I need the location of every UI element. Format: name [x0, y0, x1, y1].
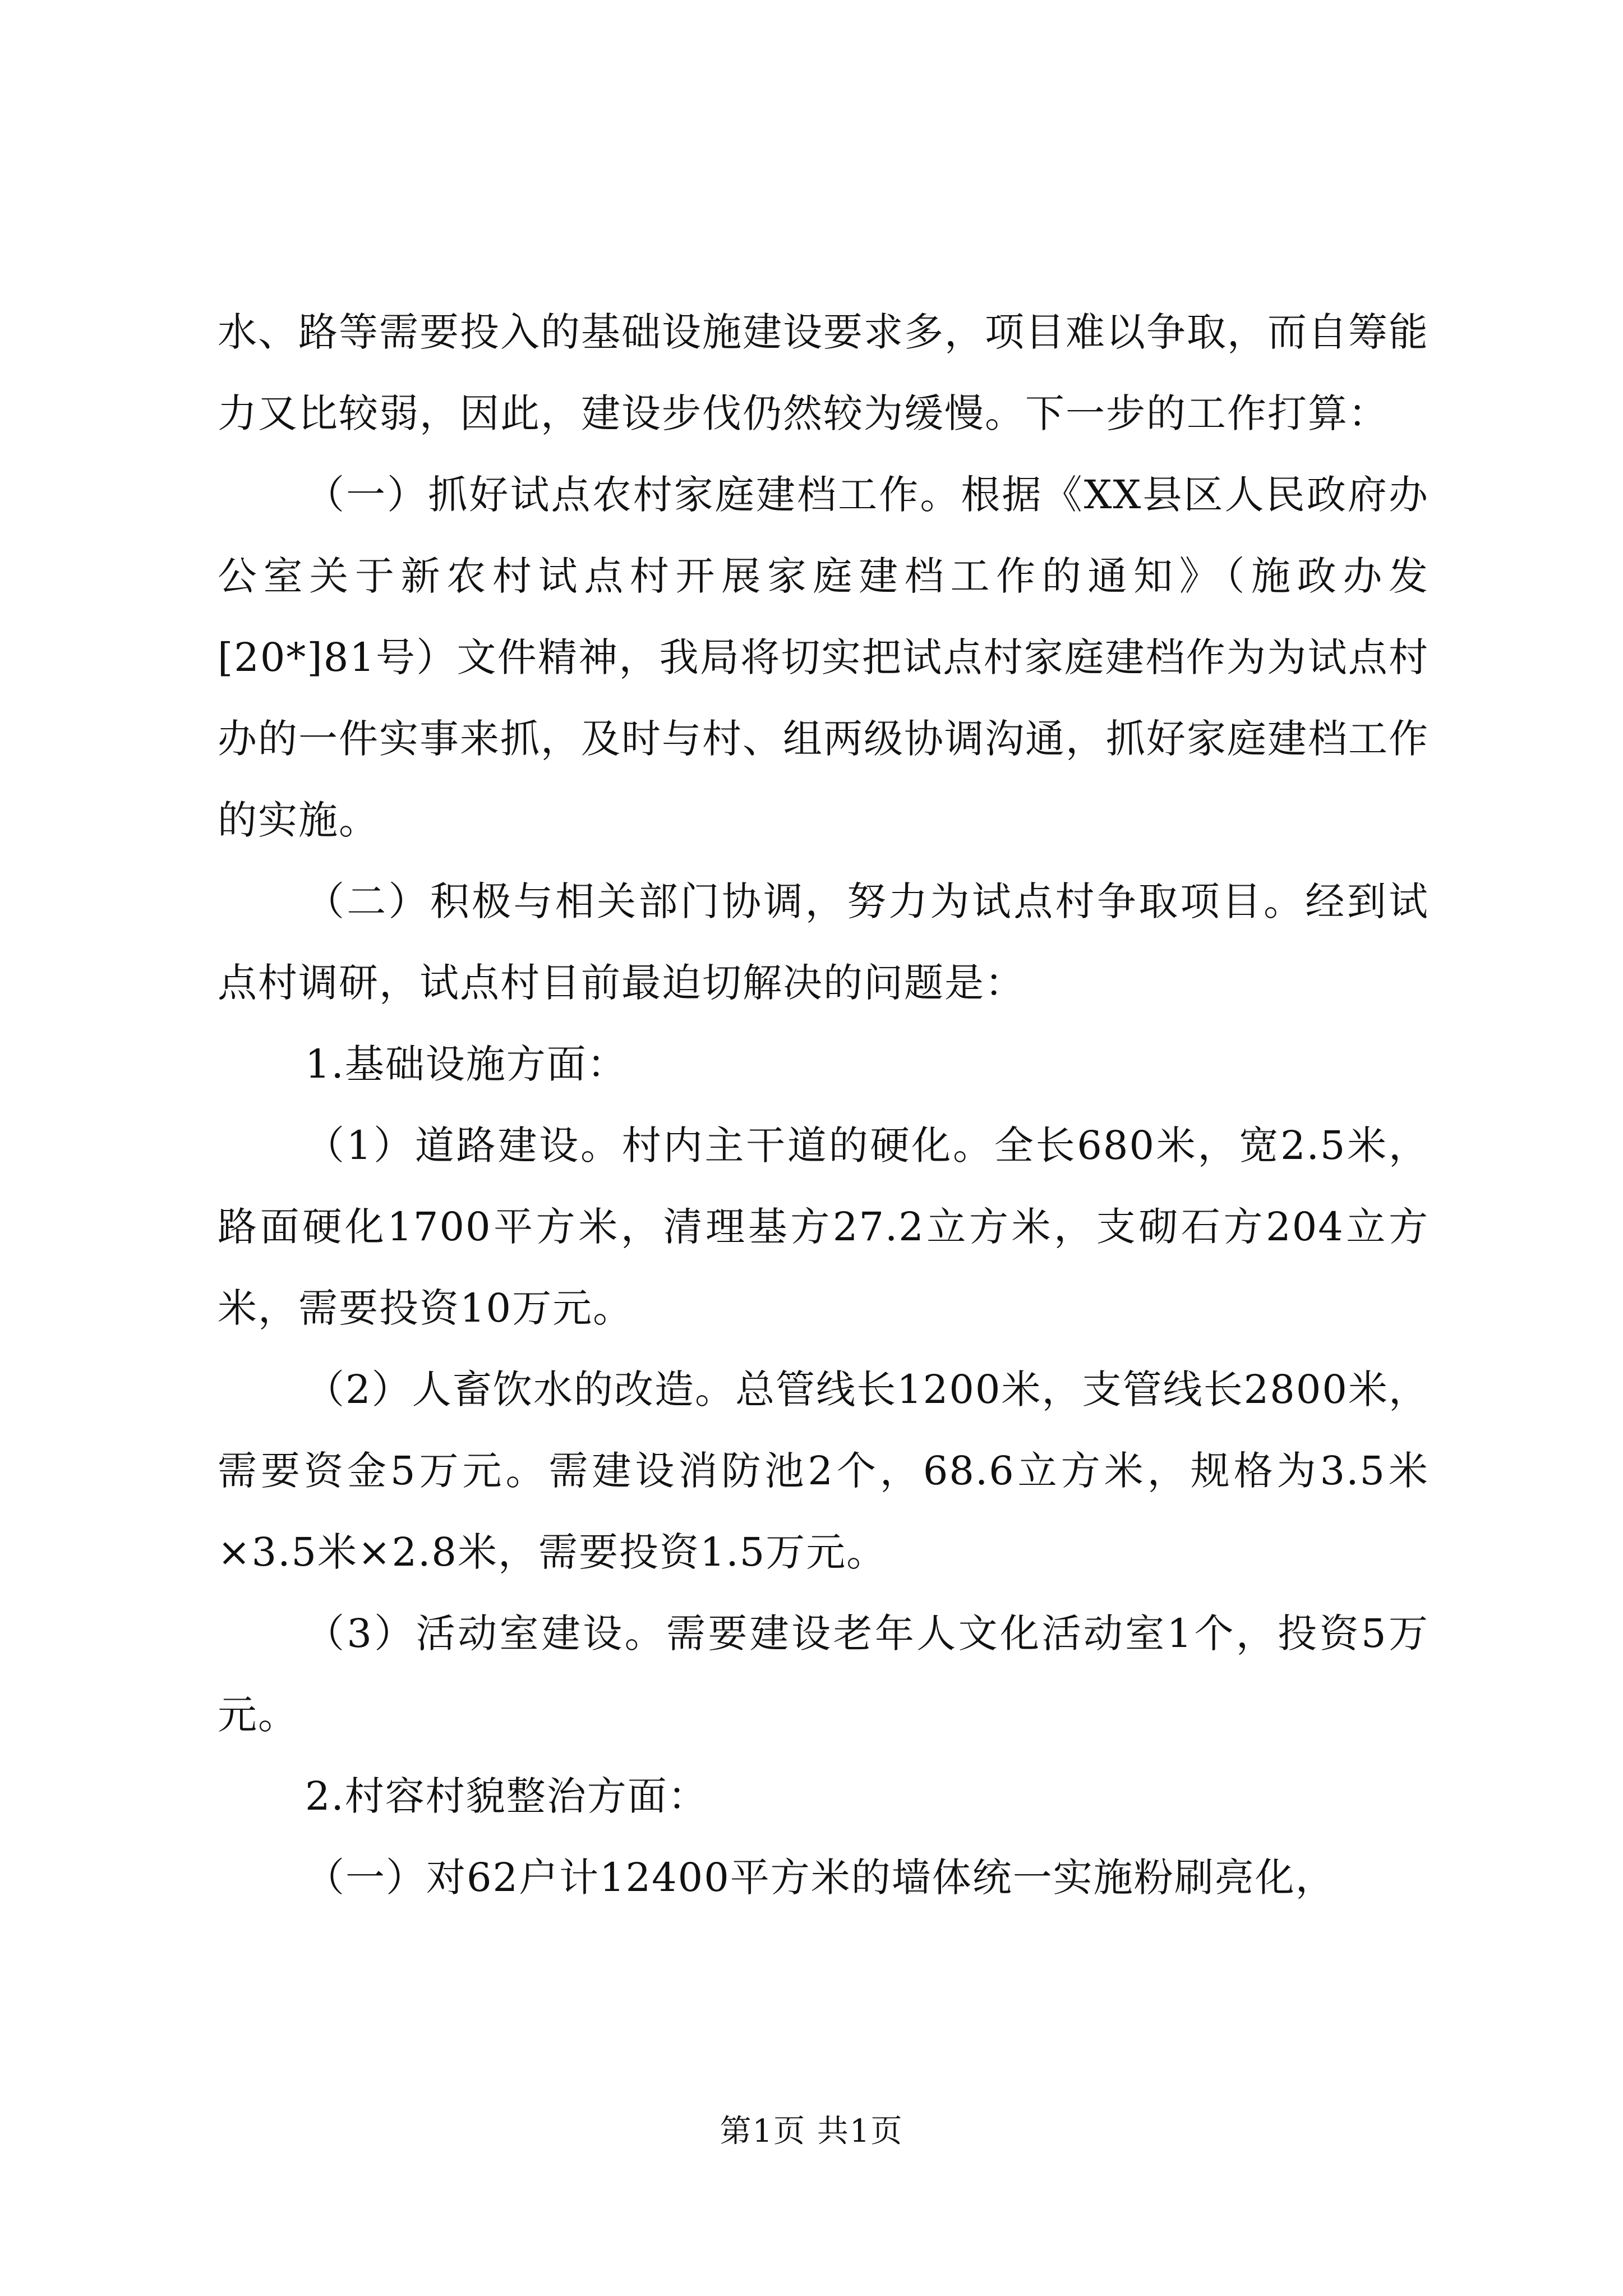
paragraph-water-improvement: （2）人畜饮水的改造。总管线长1200米，支管线长2800米，需要资金5万元。需建设消防池2个，68.6立方米，规格为3.5米×3.5米×2.8米，需要投资1.5万元。 — [218, 1366, 1429, 1575]
paragraph-wall-painting: （一）对62户计12400平方米的墙体统一实施粉刷亮化， — [305, 1855, 1336, 1901]
paragraph-activity-room: （3）活动室建设。需要建设老年人文化活动室1个，投资5万元。 — [218, 1611, 1429, 1738]
document-body — [218, 292, 1429, 1918]
paragraph-section-1: （一）抓好试点农村家庭建档工作。根据《XX县区人民政府办公室关于新农村试点村开展家庭建档工作的通知》（施政办发[20*]81号）文件精神，我局将切实把试点村家庭建档作为为试点村办的一件实事来抓，及时与村、组两级协调沟通，抓好家庭建档工作的实施。 — [218, 472, 1429, 843]
paragraph-continuation: 水、路等需要投入的基础设施建设要求多，项目难以争取，而自筹能力又比较弱，因此，建设步伐仍然较为缓慢。下一步的工作打算： — [218, 309, 1429, 436]
page-footer: 第1页 共1页 — [720, 2113, 903, 2150]
paragraph-infrastructure-heading: 1.基础设施方面： — [305, 1041, 628, 1087]
paragraph-road-construction: （1）道路建设。村内主干道的硬化。全长680米，宽2.5米，路面硬化1700平方米，清理基方27.2立方米，支砌石方204立方米，需要投资10万元。 — [218, 1122, 1429, 1331]
paragraph-section-2: （二）积极与相关部门协调，努力为试点村争取项目。经到试点村调研，试点村目前最迫切解决的问题是： — [218, 878, 1429, 1006]
paragraph-village-appearance-heading: 2.村容村貌整治方面： — [305, 1773, 708, 1819]
